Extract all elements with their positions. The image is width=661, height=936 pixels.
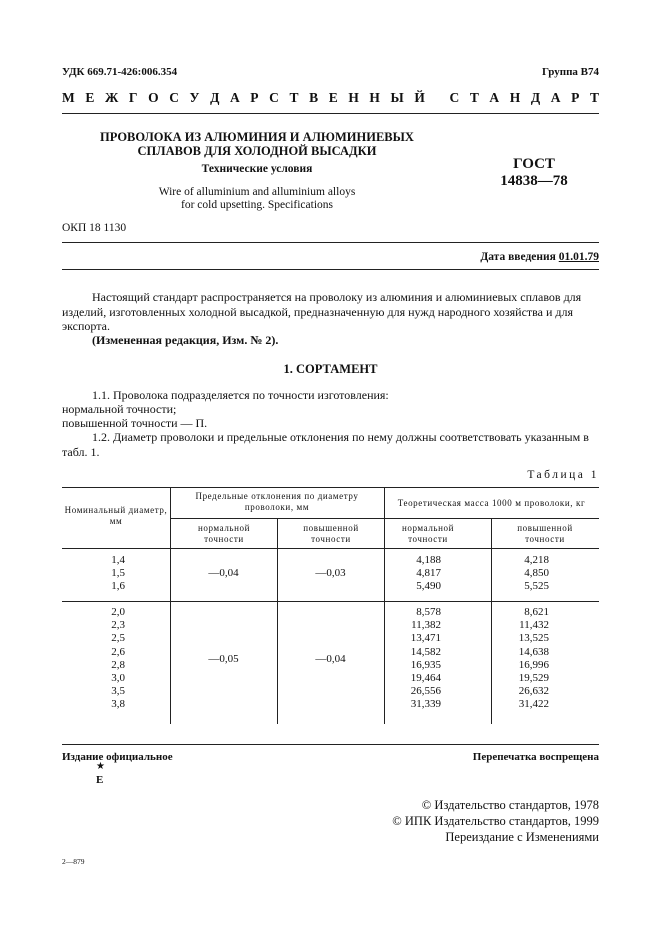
banner-letter: Н	[509, 90, 521, 105]
group2-mass-normal	[384, 606, 441, 712]
mass-high-cell: 16,996	[518, 658, 549, 671]
clause-1-1: 1.1. Проволока подразделяется по точности изготовления:	[92, 388, 389, 402]
diameter-cell: 1,5	[111, 567, 125, 580]
sheet-number: 2—879	[62, 857, 85, 866]
group1-dev-normal: —0,04	[208, 567, 239, 579]
copyright-1999: © ИПК Издательство стандартов, 1999	[392, 814, 599, 828]
document-subtitle: Технические условия	[201, 163, 313, 175]
mass-high-cell: 31,422	[518, 698, 549, 711]
introduction-date-label: Дата введения	[480, 251, 556, 263]
group-code: Группа В74	[541, 66, 599, 78]
table-col-divider-2	[277, 518, 278, 724]
banner-letter	[436, 90, 439, 106]
banner-letter: А	[489, 90, 500, 105]
copyright-1978: © Издательство стандартов, 1978	[421, 798, 599, 812]
banner-letter: Г	[128, 90, 138, 105]
banner-letter: Ж	[104, 90, 119, 105]
mass-high-cell: 4,218	[524, 554, 549, 566]
footer-divider	[62, 744, 599, 745]
mass-normal-cell: 4,817	[416, 567, 441, 580]
diameter-cell: 1,4	[111, 554, 125, 566]
header-diameter: Номинальный диаметр, мм	[64, 505, 168, 526]
gost-code: 14838—78	[500, 173, 568, 189]
banner-letter: Е	[85, 90, 95, 105]
gost-number	[486, 156, 582, 190]
banner-letter: А	[229, 90, 240, 105]
group2-dev-high: —0,04	[315, 653, 346, 665]
header-divider	[62, 113, 599, 114]
mass-normal-cell: 26,556	[410, 685, 441, 698]
diameter-cell: 1,6	[111, 580, 125, 593]
banner-letter: С	[269, 90, 279, 105]
scope-paragraph: Настоящий стандарт распространяется на проволоку из алюминия и алюминиевых сплавов для изделий, изготовленных холодной высадкой, предназначенную для нужд народного хозяйства и для экспорта.	[62, 290, 582, 333]
mass-high-cell: 13,525	[518, 632, 549, 645]
table-top-rule	[62, 487, 599, 488]
diameter-cell: 2,3	[111, 619, 125, 632]
diameter-cell: 3,5	[111, 685, 125, 698]
mass-normal-cell: 19,464	[410, 672, 441, 685]
mass-normal-cell: 4,188	[416, 554, 441, 566]
banner-letter: М	[62, 90, 75, 105]
mass-normal-cell: 31,339	[410, 698, 441, 711]
mass-high-cell: 8,621	[524, 606, 549, 618]
group2-dev-normal: —0,05	[208, 653, 239, 665]
clause-1-2: 1.2. Диаметр проволоки и предельные отклонения по нему должны соответствовать указанным в табл. 1.	[62, 430, 589, 459]
introduction-date-value: 01.01.79	[558, 251, 599, 263]
diameter-cell: 2,8	[111, 658, 125, 671]
table-label: Таблица 1	[527, 469, 599, 481]
clause-1-1-normal: нормальной точности;	[62, 402, 177, 416]
group1-diameters	[62, 554, 125, 594]
mass-high-cell: 11,432	[519, 619, 549, 632]
title-line-1: ПРОВОЛОКА ИЗ АЛЮМИНИЯ И АЛЮМИНИЕВЫХ	[100, 130, 414, 144]
banner-letter: Т	[469, 90, 479, 105]
table-col-divider-1	[170, 487, 171, 724]
english-title-line-1: Wire of alluminium and alluminium alloys	[158, 186, 356, 198]
star-icon: ★	[96, 761, 105, 772]
banner-letter: Р	[250, 90, 259, 105]
banner-letter: Н	[348, 90, 359, 105]
title-line-2: СПЛАВОВ ДЛЯ ХОЛОДНОЙ ВЫСАДКИ	[137, 144, 377, 158]
english-title-line-2: for cold upsetting. Specifications	[180, 199, 334, 211]
gost-label: ГОСТ	[513, 156, 555, 172]
mass-normal-cell: 14,582	[410, 645, 441, 658]
banner-letter: Т	[289, 90, 299, 105]
clause-1-1-high: повышенной точности — П.	[62, 416, 208, 430]
introduction-date	[480, 251, 599, 263]
mass-high-cell: 5,525	[524, 580, 549, 593]
table-group-rule	[62, 601, 599, 602]
mass-normal-cell: 16,935	[410, 658, 441, 671]
banner-letter: Н	[369, 90, 380, 105]
header-mass-high: повышенной точности	[517, 523, 573, 544]
e-mark: Е	[96, 774, 104, 786]
reissue-note: Переиздание с Изменениями	[445, 830, 599, 844]
banner-letter: А	[550, 90, 561, 105]
date-divider	[62, 269, 599, 270]
diameter-cell: 3,0	[111, 672, 125, 685]
header-dev-high: повышенной точности	[303, 523, 359, 544]
banner-letter: Д	[210, 90, 220, 105]
mass-high-cell: 19,529	[518, 672, 549, 685]
table-header-bottom-rule	[62, 548, 599, 549]
title-divider	[62, 242, 599, 243]
mass-normal-cell: 8,578	[416, 606, 441, 618]
document-title	[62, 130, 452, 158]
banner-letter: О	[148, 90, 159, 105]
english-title	[62, 186, 452, 212]
section-title: 1. СОРТАМЕНТ	[283, 362, 378, 376]
mass-normal-cell: 11,382	[411, 619, 441, 632]
diameter-cell: 3,8	[111, 698, 125, 711]
banner-letter: Р	[571, 90, 580, 105]
amendment-note: (Измененная редакция, Изм. № 2).	[92, 333, 279, 347]
copyright-block	[392, 797, 599, 845]
diameter-cell: 2,0	[111, 606, 125, 618]
banner-letter: Т	[589, 90, 599, 105]
banner-letter: В	[309, 90, 319, 105]
interstate-standard-banner	[62, 90, 599, 106]
mass-high-cell: 4,850	[524, 567, 549, 580]
diameter-cell: 2,6	[111, 645, 125, 658]
group1-mass-high	[491, 554, 549, 594]
reprint-prohibited: Перепечатка воспрещена	[472, 751, 599, 763]
banner-letter: Д	[530, 90, 541, 105]
banner-letter: С	[449, 90, 460, 105]
banner-letter: Е	[328, 90, 338, 105]
udk-code: УДК 669.71-426:006.354	[62, 66, 178, 78]
banner-letter: Й	[414, 90, 425, 105]
group1-dev-high: —0,03	[315, 567, 346, 579]
group1-mass-normal	[384, 554, 441, 594]
header-mass: Теоретическая масса 1000 м проволоки, кг	[397, 498, 586, 508]
okp-code: ОКП 18 1130	[62, 222, 127, 234]
mass-normal-cell: 13,471	[410, 632, 441, 645]
mass-high-cell: 26,632	[518, 685, 549, 698]
header-deviation: Предельные отклонения по диаметру проволоки, мм	[195, 491, 359, 512]
header-mass-normal: нормальной точности	[401, 523, 455, 544]
banner-letter: У	[189, 90, 200, 105]
banner-letter: Ы	[390, 90, 404, 105]
header-dev-normal: нормальной точности	[197, 523, 251, 544]
group2-diameters	[62, 606, 125, 712]
banner-letter: С	[169, 90, 179, 105]
diameter-cell: 2,5	[111, 632, 125, 645]
mass-high-cell: 14,638	[518, 645, 549, 658]
group2-mass-high	[491, 606, 549, 712]
official-edition: Издание официальное	[62, 751, 173, 763]
mass-normal-cell: 5,490	[416, 580, 441, 593]
